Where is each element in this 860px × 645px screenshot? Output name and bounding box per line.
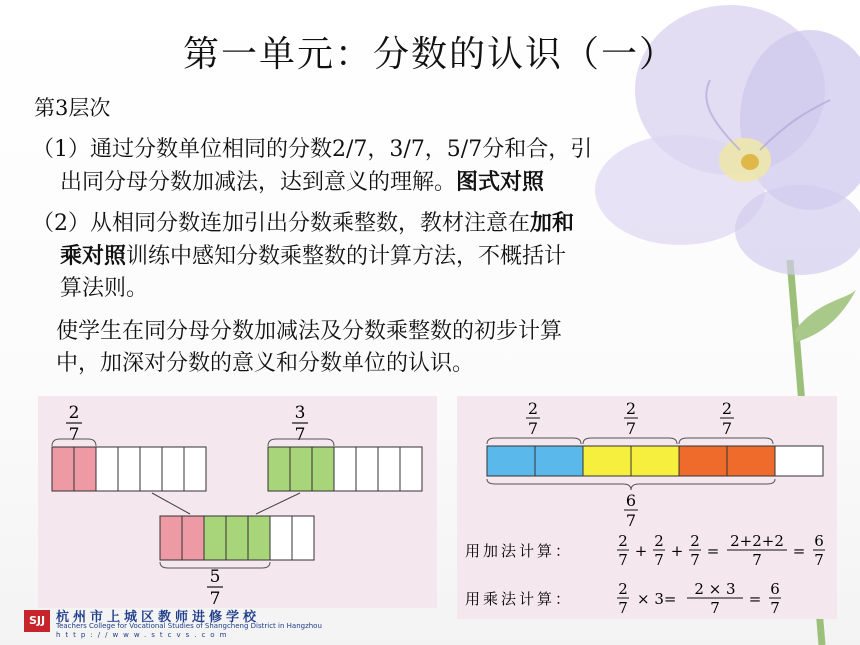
frac-a-numerator: 2 — [68, 403, 80, 423]
school-name-en: Teachers College for Vocational Studies of Shangcheng District in Hangzhou — [56, 622, 322, 630]
plus-sign-1: + — [634, 542, 648, 560]
add-expr-denominator: 7 — [752, 551, 762, 569]
paragraph-2-line-2 — [32, 240, 732, 273]
mul-expr-denominator: 7 — [710, 599, 720, 617]
mul-term-denominator: 7 — [618, 599, 628, 617]
top-frac-3-numerator: 2 — [721, 399, 733, 418]
fraction-repeat-diagram — [457, 396, 837, 619]
paragraph-1-line-2 — [32, 166, 732, 199]
paragraph-1-emphasis: 图式对照 — [456, 169, 545, 195]
mul-expr-numerator: 2 × 3 — [694, 580, 736, 598]
top-frac-2-numerator: 2 — [625, 399, 637, 418]
paragraph-1 — [32, 134, 732, 199]
mul-result-numerator: 6 — [770, 580, 780, 598]
total-frac-numerator: 6 — [625, 491, 637, 510]
add-term-3-denominator: 7 — [690, 551, 700, 569]
add-term-3-numerator: 2 — [690, 532, 700, 550]
frac-a-denominator: 7 — [68, 425, 80, 445]
frac-b-denominator: 7 — [294, 425, 306, 445]
school-logo — [24, 604, 344, 640]
paragraph-2-emphasis-1: 加和 — [530, 210, 575, 236]
frac-sum-numerator: 5 — [209, 567, 221, 587]
paragraph-3-line-1: 使学生在同分母分数加减法及分数乘整数的初步计算 — [56, 319, 563, 344]
school-badge: SJJ — [24, 610, 50, 632]
add-expr-numerator: 2+2+2 — [730, 532, 784, 550]
plus-sign-2: + — [670, 542, 684, 560]
paragraph-2 — [32, 207, 732, 305]
top-frac-1-numerator: 2 — [527, 399, 539, 418]
mul-term-numerator: 2 — [618, 580, 628, 598]
add-term-1-numerator: 2 — [618, 532, 628, 550]
add-term-2-numerator: 2 — [654, 532, 664, 550]
times-three: × 3= — [637, 590, 677, 608]
fraction-combine-diagram — [38, 396, 437, 608]
top-frac-1-denominator: 7 — [527, 419, 539, 438]
paragraph-2-line-1-text: （2）从相同分数连加引出分数乘整数，教材注意在 — [32, 211, 530, 236]
fraction-repeat-figure — [457, 396, 837, 619]
mul-result-denominator: 7 — [770, 599, 780, 617]
paragraph-3 — [56, 316, 736, 380]
equals-sign-3: = — [748, 590, 762, 608]
slide-title: 第一单元：分数的认识（一） — [182, 34, 677, 75]
level-heading: 第3层次 — [34, 96, 111, 120]
add-term-1-denominator: 7 — [618, 551, 628, 569]
multiplication-label: 用乘法计算： — [465, 590, 574, 608]
addition-label: 用加法计算： — [465, 542, 574, 560]
paragraph-2-line-2-text: 训练中感知分数乘整数的计算方法，不概括计 — [126, 244, 567, 269]
equals-sign-1: = — [706, 542, 720, 560]
frac-b-numerator: 3 — [294, 403, 306, 423]
top-frac-2-denominator: 7 — [625, 419, 637, 438]
top-frac-3-denominator: 7 — [721, 419, 733, 438]
paragraph-3-line-2: 中，加深对分数的意义和分数单位的认识。 — [56, 351, 475, 376]
add-result-numerator: 6 — [814, 532, 824, 550]
total-frac-denominator: 7 — [625, 511, 637, 530]
paragraph-1-line-1: （1）通过分数单位相同的分数2/7，3/7，5/7分和合，引 — [32, 137, 593, 162]
add-term-2-denominator: 7 — [654, 551, 664, 569]
frac-sum-denominator: 7 — [209, 589, 221, 608]
bar-five-sevenths — [160, 516, 314, 560]
add-result-denominator: 7 — [814, 551, 824, 569]
paragraph-2-line-1 — [32, 211, 574, 236]
school-name-cn: 杭州市上城区教师进修学校 — [56, 610, 261, 625]
paragraph-1-line-2-text: 出同分母分数加减法，达到意义的理解。 — [60, 170, 457, 195]
fraction-combine-figure — [38, 396, 437, 608]
bar-six-sevenths — [487, 446, 823, 476]
bar-two-sevenths — [52, 447, 206, 491]
school-url: http://www.stcvs.com — [56, 631, 232, 639]
paragraph-2-emphasis-2: 乘对照 — [60, 243, 127, 269]
equals-sign-2: = — [792, 542, 806, 560]
bar-three-sevenths — [268, 447, 422, 491]
paragraph-2-line-3: 算法则。 — [60, 276, 149, 301]
